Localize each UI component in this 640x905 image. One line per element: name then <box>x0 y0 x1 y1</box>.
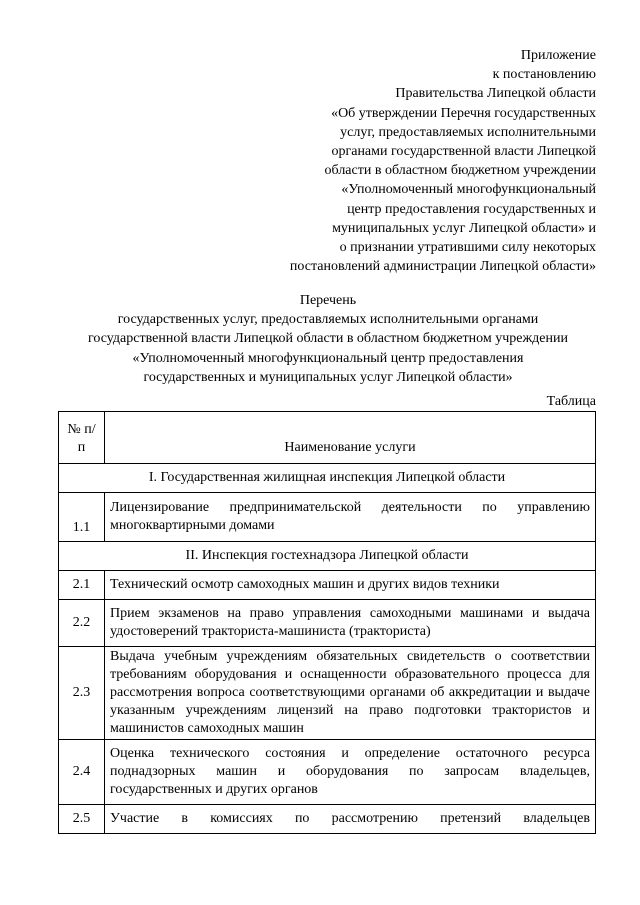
section-row <box>59 542 596 571</box>
row-name: Оценка технического состояния и определение остаточного ресурса поднадзорных машин и оборудования по запросам владельцев, государственных и других органов <box>105 740 596 805</box>
row-name: Технический осмотр самоходных машин и других видов техники <box>105 571 596 600</box>
appendix-line: «Об утверждении Перечня государственных <box>331 105 596 121</box>
appendix-header <box>236 46 596 276</box>
section-title: I. Государственная жилищная инспекция Липецкой области <box>59 464 596 493</box>
header-num: № п/п <box>59 412 105 464</box>
section-row <box>59 464 596 493</box>
row-num: 1.1 <box>59 493 105 542</box>
title-line: «Уполномоченный многофункциональный центр предоставления <box>132 350 524 366</box>
appendix-line: области в областном бюджетном учреждении <box>324 163 596 179</box>
row-num: 2.4 <box>59 740 105 805</box>
appendix-line: к постановлению <box>492 67 596 83</box>
row-name: Выдача учебным учреждениям обязательных свидетельств о соответствии требованиям оборудования и оснащенности образовательного процесса для рассмотрения вопроса соответствующими органами об аккредитации и выдаче указанным учреждениям лицензий на право подготовки трактористов и машинистов самоходных машин <box>105 647 596 740</box>
row-name: Участие в комиссиях по рассмотрению претензий владельцев <box>105 805 596 834</box>
title-line: государственных и муниципальных услуг Липецкой области» <box>143 369 513 385</box>
appendix-line: о признании утратившими силу некоторых <box>339 240 596 256</box>
row-num: 2.1 <box>59 571 105 600</box>
row-num: 2.3 <box>59 647 105 740</box>
table-row <box>59 805 596 834</box>
table-row <box>59 493 596 542</box>
document-title <box>30 291 626 387</box>
row-name: Прием экзаменов на право управления самоходными машинами и выдача удостоверений тракториста-машиниста (тракториста) <box>105 600 596 647</box>
appendix-line: Правительства Липецкой области <box>395 86 596 102</box>
appendix-line: Приложение <box>520 48 596 63</box>
appendix-line: постановлений администрации Липецкой области» <box>289 259 596 275</box>
appendix-line: «Уполномоченный многофункциональный <box>341 182 596 198</box>
appendix-line: центр предоставления государственных и <box>347 201 596 217</box>
row-name: Лицензирование предпринимательской деятельности по управлению многоквартирными домами <box>105 493 596 542</box>
table-row <box>59 600 596 647</box>
table-row <box>59 647 596 740</box>
section-title: II. Инспекция гостехнадзора Липецкой области <box>59 542 596 571</box>
title-line: государственных услуг, предоставляемых исполнительными органами <box>117 312 539 328</box>
header-name: Наименование услуги <box>105 412 596 464</box>
table-caption: Таблица <box>546 394 596 409</box>
appendix-line: органами государственной власти Липецкой <box>331 144 596 160</box>
table-row <box>59 571 596 600</box>
appendix-line: услуг, предоставляемых исполнительными <box>340 124 596 140</box>
table-row <box>59 740 596 805</box>
title-line: государственной власти Липецкой области в областном бюджетном учреждении <box>88 331 568 347</box>
title-line: Перечень <box>299 293 357 308</box>
row-num: 2.5 <box>59 805 105 834</box>
services-table <box>58 411 596 834</box>
appendix-line: муниципальных услуг Липецкой области» и <box>332 220 596 236</box>
row-num: 2.2 <box>59 600 105 647</box>
table-header-row <box>59 412 596 464</box>
